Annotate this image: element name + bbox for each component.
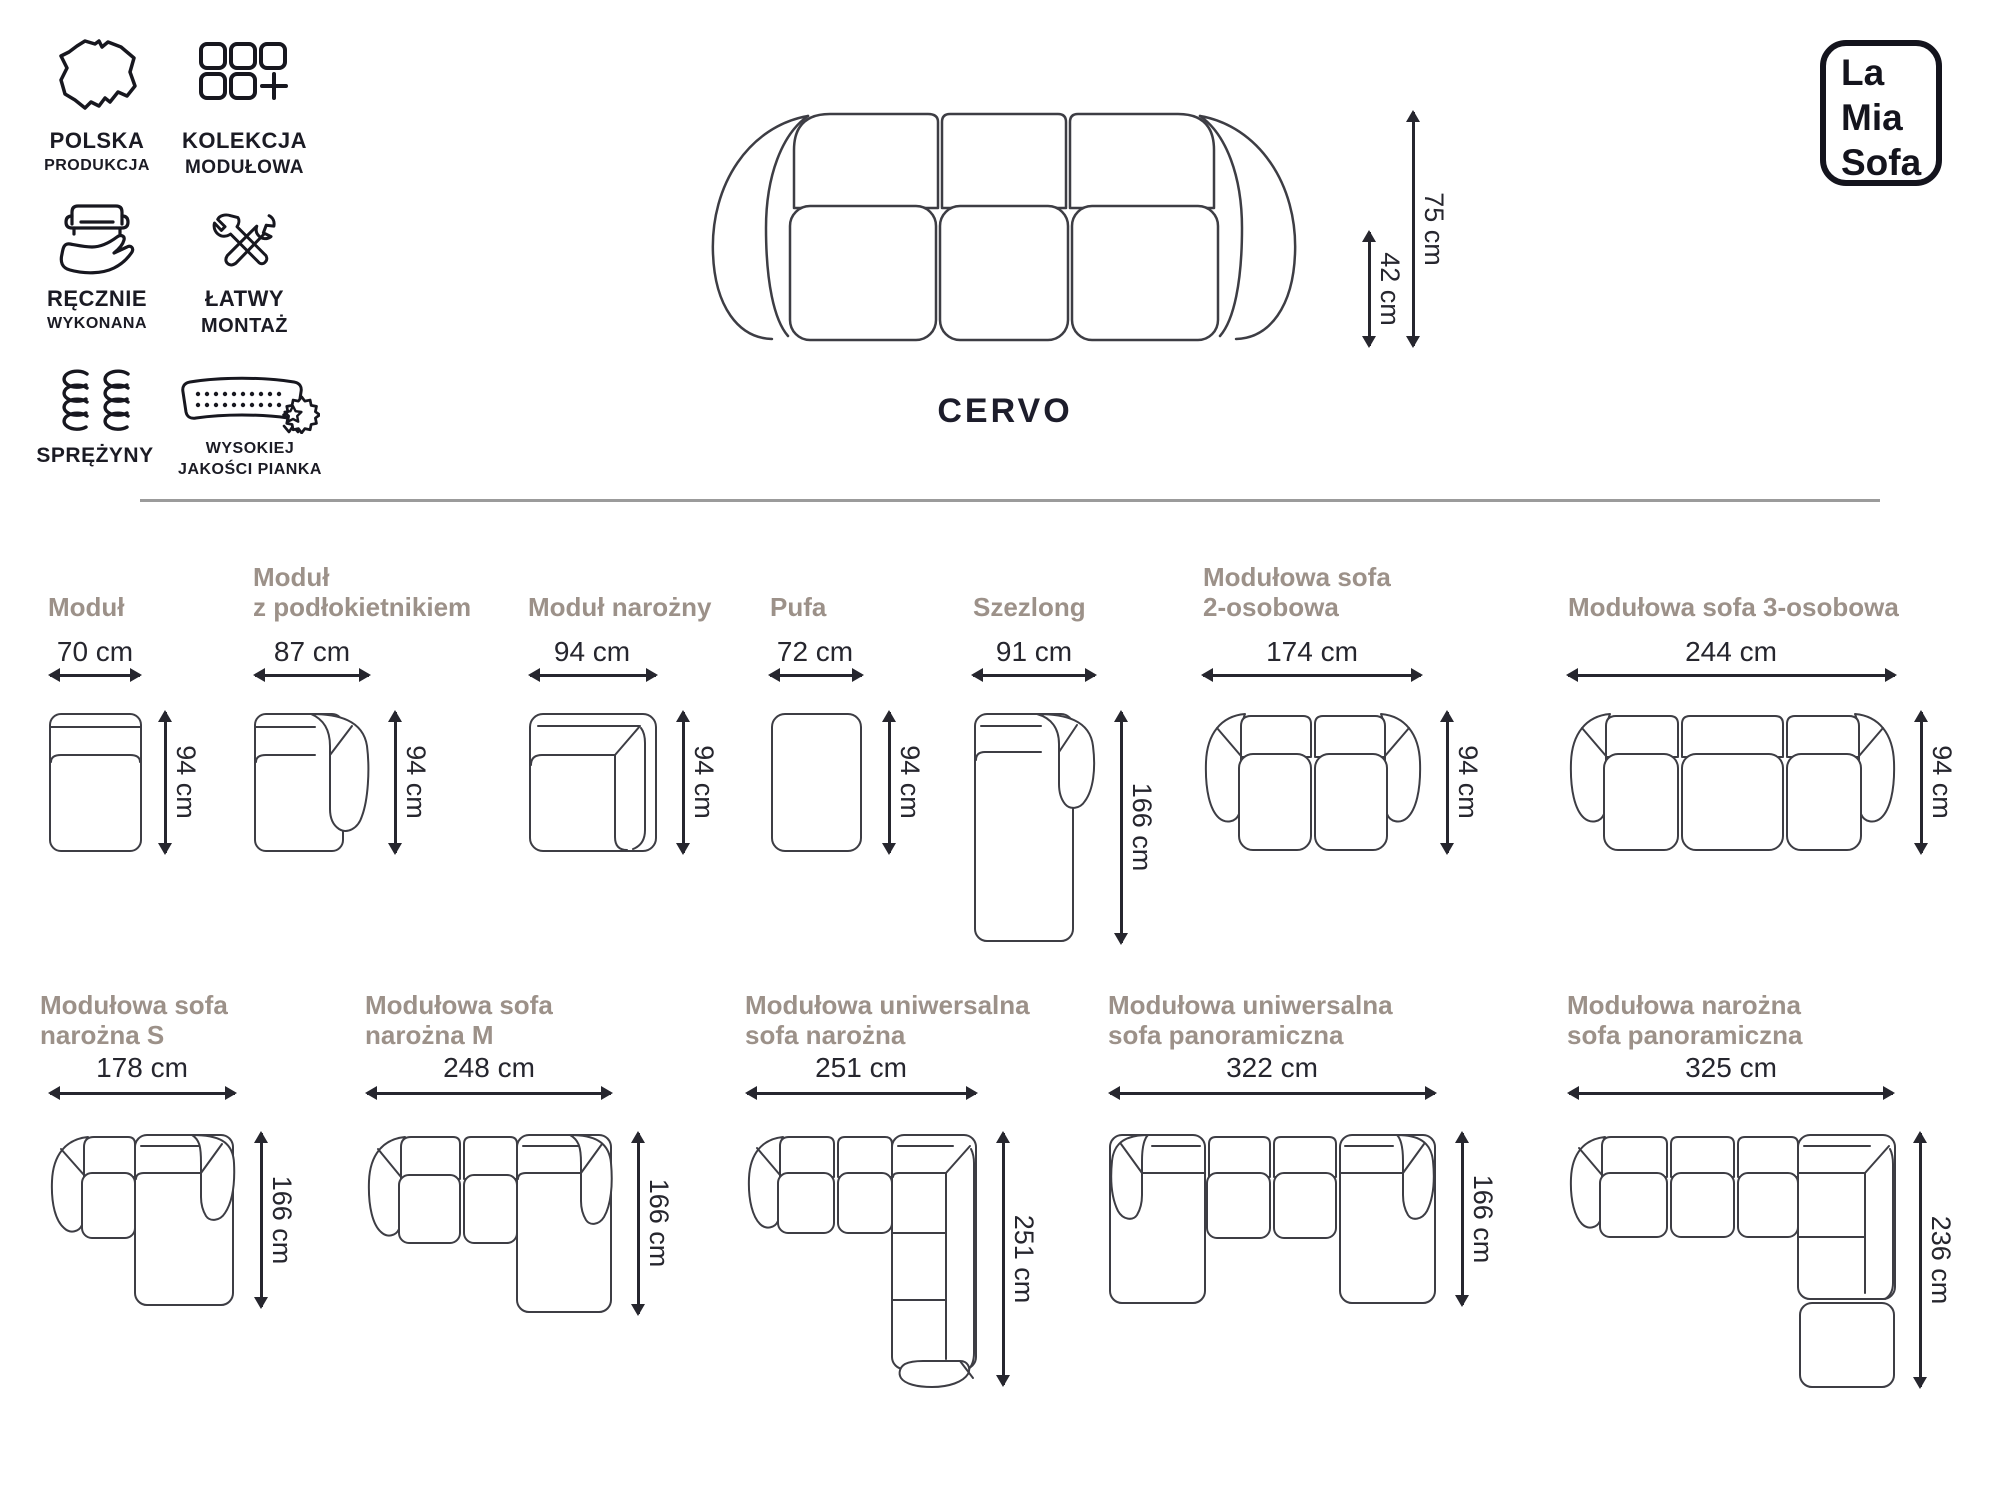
- module-title: Modułowa uniwersalna sofa panoramiczna: [1108, 990, 1393, 1050]
- total-height-label: 75 cm: [1419, 192, 1449, 266]
- width-arrow: [367, 1092, 611, 1095]
- module-top-drawing: [253, 712, 372, 853]
- module-depth-label: 94 cm: [1927, 745, 1957, 819]
- depth-arrow: [394, 712, 397, 853]
- width-arrow: [1568, 674, 1895, 677]
- seat-height-arrow: [1368, 232, 1371, 346]
- feature-sublabel: WYKONANA: [47, 315, 147, 332]
- module-title: Pufa: [770, 592, 827, 622]
- depth-arrow: [1002, 1133, 1005, 1385]
- brand-logo-line: La: [1841, 52, 1885, 93]
- feature-sprezyny: [20, 366, 170, 468]
- springs-icon: [20, 366, 170, 434]
- width-arrow: [530, 674, 656, 677]
- module-depth-label: 166 cm: [267, 1175, 297, 1265]
- feature-sublabel: MONTAŻ: [200, 315, 289, 337]
- module-top-drawing: [1568, 712, 1897, 853]
- width-arrow: [973, 674, 1095, 677]
- module-title: Moduł narożny: [528, 592, 712, 622]
- feature-polska-produkcja: [28, 38, 166, 175]
- sofa-front-drawing: [688, 106, 1320, 344]
- modular-collection-icon: [172, 38, 317, 118]
- module-top-drawing: [48, 712, 143, 853]
- seat-height-label: 42 cm: [1375, 252, 1405, 326]
- depth-arrow: [888, 712, 891, 853]
- width-arrow: [255, 674, 369, 677]
- handmade-icon: [28, 198, 166, 276]
- depth-arrow: [682, 712, 685, 853]
- module-depth-label: 94 cm: [171, 745, 201, 819]
- depth-arrow: [1120, 712, 1123, 943]
- module-title: Modułowa sofa narożna S: [40, 990, 228, 1050]
- module-width-label: 178 cm: [96, 1052, 188, 1083]
- poland-map-icon: [28, 38, 166, 118]
- depth-arrow: [1461, 1133, 1464, 1305]
- feature-latwy-montaz: [172, 198, 317, 338]
- brand-logo: [1820, 40, 1942, 186]
- easy-assembly-icon: [172, 198, 317, 276]
- foam-quality-icon: [160, 374, 340, 434]
- module-width-label: 244 cm: [1685, 636, 1777, 667]
- feature-label: RĘCZNIE: [46, 286, 148, 311]
- module-top-drawing: [973, 712, 1097, 943]
- width-arrow: [1203, 674, 1421, 677]
- module-depth-label: 94 cm: [1453, 745, 1483, 819]
- module-width-label: 91 cm: [995, 636, 1073, 667]
- module-top-drawing: [528, 712, 658, 853]
- depth-arrow: [164, 712, 167, 853]
- feature-sublabel: PRODUKCJA: [44, 157, 150, 174]
- brand-logo-line: Sofa: [1841, 142, 1922, 183]
- module-title: Szezlong: [973, 592, 1086, 622]
- module-title: Modułowa sofa 3-osobowa: [1568, 592, 1899, 622]
- depth-arrow: [1446, 712, 1449, 853]
- module-depth-label: 166 cm: [1468, 1174, 1498, 1264]
- module-depth-label: 236 cm: [1926, 1215, 1956, 1305]
- module-depth-label: 94 cm: [895, 745, 925, 819]
- module-depth-label: 251 cm: [1009, 1214, 1039, 1304]
- product-name: CERVO: [937, 392, 1073, 430]
- feature-label: SPRĘŻYNY: [36, 444, 154, 467]
- width-arrow: [747, 1092, 976, 1095]
- module-top-drawing: [1203, 712, 1423, 853]
- module-depth-label: 94 cm: [689, 745, 719, 819]
- module-width-label: 248 cm: [443, 1052, 535, 1083]
- module-width-label: 322 cm: [1226, 1052, 1318, 1083]
- feature-sublabel: MODUŁOWA: [184, 157, 305, 178]
- module-title: Modułowa uniwersalna sofa narożna: [745, 990, 1030, 1050]
- module-top-drawing: [770, 712, 863, 853]
- depth-arrow: [1919, 1133, 1922, 1387]
- module-width-label: 325 cm: [1685, 1052, 1777, 1083]
- feature-sublabel: JAKOŚCI PIANKA: [178, 461, 322, 478]
- width-arrow: [770, 674, 862, 677]
- module-top-drawing: [48, 1133, 237, 1307]
- depth-arrow: [260, 1133, 263, 1307]
- module-width-label: 70 cm: [56, 636, 134, 667]
- feature-label: POLSKA: [49, 128, 145, 153]
- module-title: Modułowa sofa 2-osobowa: [1203, 562, 1391, 622]
- module-width-label: 94 cm: [553, 636, 631, 667]
- feature-label: KOLEKCJA: [181, 128, 307, 153]
- module-width-label: 72 cm: [776, 636, 854, 667]
- brand-logo-line: Mia: [1841, 97, 1903, 138]
- module-depth-label: 94 cm: [401, 745, 431, 819]
- depth-arrow: [637, 1133, 640, 1314]
- width-arrow: [1110, 1092, 1435, 1095]
- module-title: Moduł z podłokietnikiem: [253, 562, 472, 622]
- width-arrow: [50, 674, 140, 677]
- width-arrow: [1569, 1092, 1893, 1095]
- feature-kolekcja-modulowa: [172, 38, 317, 179]
- module-width-label: 174 cm: [1266, 636, 1358, 667]
- module-title: Modułowa narożna sofa panoramiczna: [1567, 990, 1803, 1050]
- module-top-drawing: [1567, 1133, 1897, 1389]
- module-depth-label: 166 cm: [1127, 782, 1157, 872]
- module-top-drawing: [1108, 1133, 1437, 1305]
- module-title: Moduł: [48, 592, 125, 622]
- feature-recznie-wykonana: [28, 198, 166, 333]
- module-top-drawing: [365, 1133, 613, 1314]
- module-title: Modułowa sofa narożna M: [365, 990, 553, 1050]
- feature-label: WYSOKIEJ: [205, 440, 295, 457]
- feature-wysokiej-jakosci-pianka: [160, 374, 340, 479]
- width-arrow: [50, 1092, 235, 1095]
- feature-label: ŁATWY: [204, 286, 285, 311]
- section-divider: [140, 499, 1880, 502]
- module-depth-label: 166 cm: [644, 1178, 674, 1268]
- total-height-arrow: [1412, 112, 1415, 346]
- module-width-label: 251 cm: [815, 1052, 907, 1083]
- module-top-drawing: [745, 1133, 978, 1389]
- module-width-label: 87 cm: [273, 636, 351, 667]
- depth-arrow: [1920, 712, 1923, 853]
